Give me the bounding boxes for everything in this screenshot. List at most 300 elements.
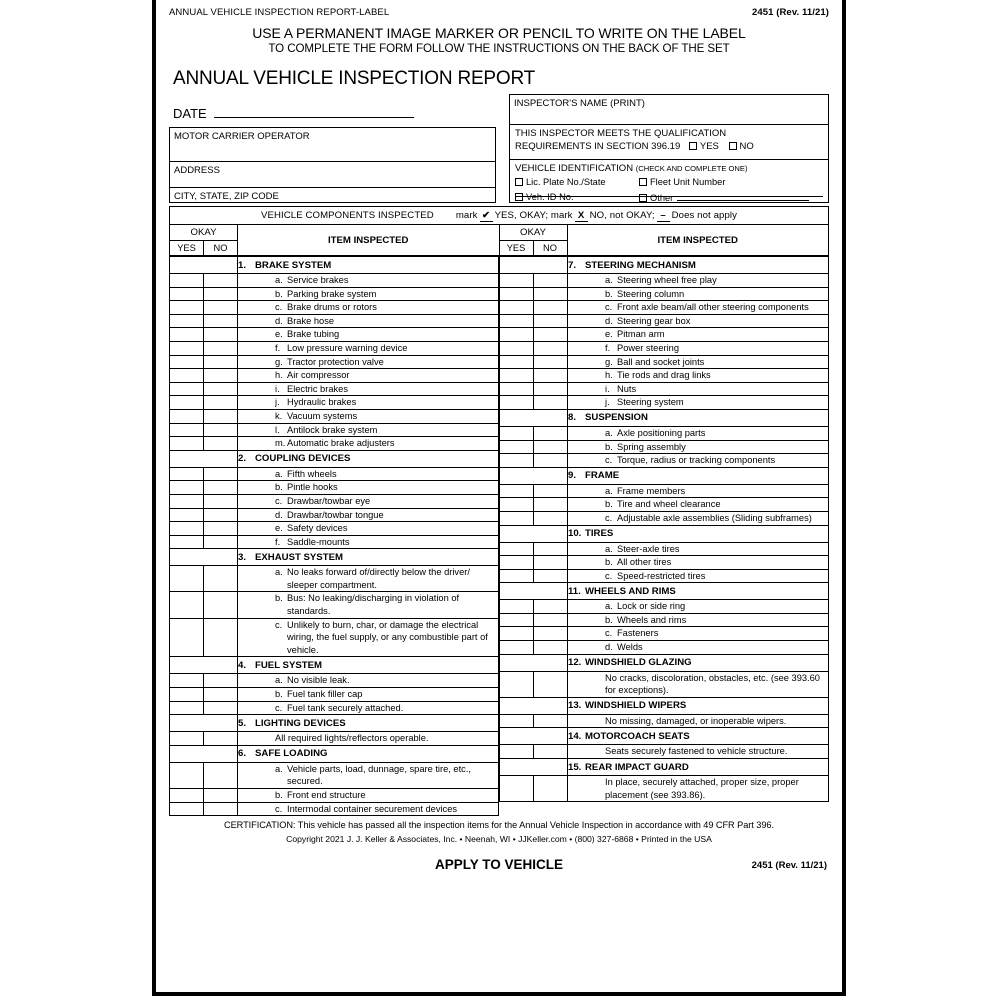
item-cell: [568, 569, 829, 583]
no-checkbox-cell[interactable]: [534, 627, 568, 641]
item-row: [170, 274, 499, 288]
instruction-line-2: TO COMPLETE THE FORM FOLLOW THE INSTRUCTIONS ON THE BACK OF THE SET: [268, 42, 730, 55]
yes-checkbox-cell[interactable]: [500, 613, 534, 627]
section-number: 14.: [568, 730, 582, 742]
section-header: [568, 525, 829, 542]
no-checkbox-cell[interactable]: [204, 437, 238, 451]
vid-option-fleet-unit[interactable]: [639, 177, 725, 187]
yes-checkbox-cell[interactable]: [500, 745, 534, 759]
item-letter: a.: [275, 675, 283, 686]
vehicle-id-bottom-rule[interactable]: [515, 196, 823, 197]
inspector-qualification-field: [510, 125, 828, 160]
section-row: [500, 409, 829, 426]
section-title: STEERING MECHANISM: [585, 259, 696, 271]
no-checkbox-cell[interactable]: [204, 592, 238, 618]
yes-checkbox-cell[interactable]: [170, 494, 204, 508]
item-row: [500, 745, 829, 759]
no-checkbox-cell[interactable]: [204, 314, 238, 328]
no-checkbox-cell[interactable]: [204, 701, 238, 715]
item-cell: [568, 600, 829, 614]
no-checkbox-cell[interactable]: [534, 714, 568, 728]
yes-checkbox-cell[interactable]: [170, 287, 204, 301]
no-checkbox-cell[interactable]: [534, 454, 568, 468]
no-checkbox-cell[interactable]: [534, 556, 568, 570]
item-row: [500, 287, 829, 301]
item-cell: [238, 287, 499, 301]
no-checkbox-cell[interactable]: [204, 481, 238, 495]
no-checkbox-cell[interactable]: [204, 328, 238, 342]
yes-checkbox-cell[interactable]: [170, 592, 204, 618]
item-text: Brake hose: [287, 315, 335, 326]
item-cell: [568, 274, 829, 288]
yes-checkbox-cell[interactable]: [170, 688, 204, 702]
section-number: 15.: [568, 761, 582, 773]
yes-checkbox-cell[interactable]: [170, 762, 204, 788]
item-row: [500, 328, 829, 342]
yes-checkbox-cell[interactable]: [170, 522, 204, 536]
yes-checkbox-cell[interactable]: [170, 301, 204, 315]
yes-checkbox-cell[interactable]: [170, 369, 204, 383]
yes-checkbox-cell[interactable]: [500, 341, 534, 355]
yes-checkbox-cell[interactable]: [170, 314, 204, 328]
no-checkbox-cell[interactable]: [534, 274, 568, 288]
no-checkbox-cell[interactable]: [204, 396, 238, 410]
item-text: Power steering: [617, 342, 680, 353]
item-cell: [568, 613, 829, 627]
yes-checkbox-cell[interactable]: [500, 498, 534, 512]
item-cell: [568, 627, 829, 641]
item-text: Torque, radius or tracking components: [617, 455, 776, 466]
yes-checkbox-cell[interactable]: [170, 355, 204, 369]
no-checkbox-cell[interactable]: [204, 802, 238, 816]
yes-checkbox-cell[interactable]: [500, 556, 534, 570]
qualification-line-2: REQUIREMENTS IN SECTION 396.19: [515, 140, 681, 152]
item-row: [500, 556, 829, 570]
inspection-column-right: [499, 256, 829, 816]
yes-checkbox-cell[interactable]: [500, 671, 534, 697]
item-cell: [568, 641, 829, 655]
item-letter: a.: [275, 275, 283, 285]
item-row: [500, 314, 829, 328]
item-letter: b.: [275, 790, 283, 800]
item-letter: c.: [605, 455, 613, 466]
yes-checkbox-cell[interactable]: [170, 467, 204, 481]
section-okay-spacer: [170, 450, 238, 467]
item-row: [500, 355, 829, 369]
yes-checkbox-cell[interactable]: [170, 328, 204, 342]
no-checkbox-cell[interactable]: [204, 274, 238, 288]
item-row: [170, 287, 499, 301]
item-cell: [238, 674, 499, 688]
item-cell: [238, 701, 499, 715]
item-cell: [568, 341, 829, 355]
no-checkbox-cell[interactable]: [204, 467, 238, 481]
item-cell: [238, 328, 499, 342]
item-cell: [238, 762, 499, 788]
vehicle-id-note: (CHECK AND COMPLETE ONE): [635, 164, 748, 173]
item-letter: h.: [275, 370, 283, 381]
item-cell: [238, 355, 499, 369]
section-title: WHEELS AND RIMS: [585, 585, 676, 597]
yes-checkbox-cell[interactable]: [170, 802, 204, 816]
yes-checkbox-cell[interactable]: [500, 274, 534, 288]
yes-checkbox-cell[interactable]: [500, 776, 534, 802]
no-checkbox-cell[interactable]: [534, 287, 568, 301]
item-text: Pintle hooks: [287, 482, 338, 493]
no-checkbox-cell[interactable]: [204, 382, 238, 396]
item-letter: b.: [275, 482, 283, 493]
no-checkbox-cell[interactable]: [534, 671, 568, 697]
x-text: NO, not OKAY;: [589, 209, 655, 221]
no-checkbox-cell[interactable]: [534, 498, 568, 512]
item-letter: c.: [275, 495, 283, 506]
no-checkbox-cell[interactable]: [204, 409, 238, 423]
yes-header-right: YES: [499, 241, 533, 256]
lic-plate-label: Lic. Plate No./State: [526, 177, 606, 187]
address-field[interactable]: [170, 162, 495, 188]
section-header: [568, 697, 829, 714]
no-checkbox-cell[interactable]: [534, 369, 568, 383]
no-checkbox-cell[interactable]: [534, 314, 568, 328]
item-text: Drawbar/towbar eye: [287, 495, 371, 506]
section-title: FUEL SYSTEM: [255, 659, 322, 671]
section-header: [568, 467, 829, 484]
yes-checkbox-cell[interactable]: [500, 454, 534, 468]
item-cell: [568, 287, 829, 301]
section-number: 2.: [238, 453, 247, 465]
item-text: Fuel tank securely attached.: [287, 702, 404, 713]
yes-checkbox-cell[interactable]: [170, 341, 204, 355]
no-checkbox-cell[interactable]: [204, 762, 238, 788]
section-okay-spacer: [500, 409, 568, 426]
item-row: [500, 776, 829, 802]
dash-text: Does not apply: [671, 209, 738, 221]
item-row: [170, 522, 499, 536]
no-checkbox-cell[interactable]: [204, 732, 238, 746]
lic-plate-checkbox[interactable]: [515, 178, 523, 186]
item-letter: a.: [605, 601, 613, 612]
section-title: WINDSHIELD WIPERS: [585, 700, 687, 712]
yes-checkbox-cell[interactable]: [500, 287, 534, 301]
yes-checkbox-cell[interactable]: [500, 369, 534, 383]
yes-checkbox-cell[interactable]: [170, 566, 204, 592]
item-cell: [238, 274, 499, 288]
section-header: [238, 549, 499, 566]
item-row: [500, 274, 829, 288]
section-number: 5.: [238, 717, 247, 729]
item-row: [170, 674, 499, 688]
qualification-no-checkbox[interactable]: [729, 142, 737, 150]
item-text: No visible leak.: [287, 675, 350, 686]
fleet-unit-label: Fleet Unit Number: [650, 177, 726, 187]
section-header: [568, 728, 829, 745]
item-cell: [568, 542, 829, 556]
item-text: Air compressor: [287, 370, 350, 381]
item-row: [500, 511, 829, 525]
item-cell: [568, 498, 829, 512]
item-cell: [238, 301, 499, 315]
mark-word-1: mark: [455, 209, 478, 221]
yes-checkbox-cell[interactable]: [500, 484, 534, 498]
no-checkbox-cell[interactable]: [534, 382, 568, 396]
no-checkbox-cell[interactable]: [204, 535, 238, 549]
no-checkbox-cell[interactable]: [534, 484, 568, 498]
yes-checkbox-cell[interactable]: [500, 328, 534, 342]
section-okay-spacer: [500, 467, 568, 484]
yes-checkbox-cell[interactable]: [170, 535, 204, 549]
no-checkbox-cell[interactable]: [204, 301, 238, 315]
item-cell: [238, 369, 499, 383]
section-number: 4.: [238, 659, 247, 671]
item-letter: b.: [605, 614, 613, 625]
item-row: [170, 789, 499, 803]
no-checkbox-cell[interactable]: [204, 508, 238, 522]
item-letter: i.: [605, 383, 610, 394]
no-checkbox-cell[interactable]: [204, 355, 238, 369]
yes-checkbox-cell[interactable]: [170, 701, 204, 715]
item-row: [500, 454, 829, 468]
no-checkbox-cell[interactable]: [534, 613, 568, 627]
item-cell: [238, 535, 499, 549]
yes-checkbox-cell[interactable]: [170, 409, 204, 423]
section-title: TIRES: [585, 528, 614, 539]
yes-checkbox-cell[interactable]: [500, 542, 534, 556]
no-checkbox-cell[interactable]: [534, 328, 568, 342]
no-checkbox-cell[interactable]: [204, 674, 238, 688]
item-row: [170, 437, 499, 451]
yes-checkbox-cell[interactable]: [500, 301, 534, 315]
vid-option-veh-id[interactable]: [515, 192, 574, 202]
yes-header-left: YES: [170, 241, 204, 256]
no-checkbox-cell[interactable]: [534, 600, 568, 614]
item-letter: f.: [605, 342, 611, 353]
item-text: Speed-restricted tires: [617, 570, 706, 581]
yes-checkbox-cell[interactable]: [170, 508, 204, 522]
no-checkbox-cell[interactable]: [204, 369, 238, 383]
item-cell: [238, 494, 499, 508]
header-fields: [169, 100, 829, 203]
motor-carrier-operator-field[interactable]: [170, 128, 495, 162]
yes-checkbox-cell[interactable]: [500, 314, 534, 328]
no-checkbox-cell[interactable]: [534, 511, 568, 525]
no-checkbox-cell[interactable]: [534, 776, 568, 802]
yes-checkbox-cell[interactable]: [170, 618, 204, 657]
carrier-box: [169, 127, 496, 203]
section-row: [500, 654, 829, 671]
motor-carrier-operator-label: MOTOR CARRIER OPERATOR: [174, 131, 310, 142]
yes-checkbox-cell[interactable]: [170, 437, 204, 451]
no-header-left: NO: [204, 241, 238, 256]
item-letter: f.: [275, 536, 281, 547]
item-cell: [238, 382, 499, 396]
yes-checkbox-cell[interactable]: [170, 674, 204, 688]
mark-word-2: mark: [550, 209, 573, 221]
vid-option-lic-plate[interactable]: [515, 177, 606, 187]
item-letter: b.: [605, 288, 613, 299]
vehicle-identification-field: [510, 160, 828, 209]
check-text: YES, OKAY;: [494, 209, 549, 221]
item-row: [170, 467, 499, 481]
no-checkbox-cell[interactable]: [534, 426, 568, 440]
item-text: Fuel tank filler cap: [287, 689, 363, 700]
item-row: [170, 732, 499, 746]
item-text: Steer-axle tires: [617, 543, 680, 554]
no-checkbox-cell[interactable]: [534, 396, 568, 410]
no-checkbox-cell[interactable]: [204, 688, 238, 702]
section-number: 12.: [568, 657, 582, 669]
date-field[interactable]: [173, 106, 414, 121]
yes-checkbox-cell[interactable]: [500, 382, 534, 396]
section-number: 3.: [238, 551, 247, 563]
yes-checkbox-cell[interactable]: [170, 382, 204, 396]
no-checkbox-cell[interactable]: [204, 789, 238, 803]
no-checkbox-cell[interactable]: [204, 494, 238, 508]
item-text: Steering system: [617, 397, 684, 408]
fleet-unit-checkbox[interactable]: [639, 178, 647, 186]
inspector-name-field[interactable]: [510, 95, 828, 125]
section-row: [170, 257, 499, 274]
section-header: [238, 715, 499, 732]
section-row: [170, 450, 499, 467]
section-okay-spacer: [500, 257, 568, 274]
date-input-rule[interactable]: [214, 106, 414, 118]
vid-option-other[interactable]: [639, 192, 809, 203]
item-row: [170, 688, 499, 702]
item-cell: [238, 423, 499, 437]
yes-checkbox-cell[interactable]: [170, 423, 204, 437]
item-text: Axle positioning parts: [617, 427, 706, 438]
yes-checkbox-cell[interactable]: [500, 511, 534, 525]
item-cell: [568, 745, 829, 759]
yes-checkbox-cell[interactable]: [500, 396, 534, 410]
section-number: 6.: [238, 748, 247, 760]
item-row: [170, 762, 499, 788]
item-row: [170, 508, 499, 522]
dash-symbol: –: [657, 210, 670, 222]
section-header: [238, 657, 499, 674]
yes-checkbox-cell[interactable]: [170, 481, 204, 495]
item-letter: c.: [605, 628, 613, 639]
item-cell: [568, 484, 829, 498]
item-text: Ball and socket joints: [617, 356, 705, 367]
form-number-bottom: 2451 (Rev. 11/21): [751, 860, 827, 872]
yes-checkbox-cell[interactable]: [500, 355, 534, 369]
section-title: LIGHTING DEVICES: [255, 717, 346, 729]
yes-checkbox-cell[interactable]: [170, 274, 204, 288]
veh-id-checkbox[interactable]: [515, 193, 523, 201]
section-okay-spacer: [170, 257, 238, 274]
item-row: [500, 426, 829, 440]
item-text: All required lights/reflectors operable.: [275, 733, 429, 744]
item-letter: g.: [605, 356, 613, 367]
item-cell: [238, 789, 499, 803]
item-row: [500, 382, 829, 396]
item-letter: c.: [275, 619, 283, 630]
inspection-column-left: [169, 256, 499, 816]
yes-checkbox-cell[interactable]: [500, 600, 534, 614]
item-row: [170, 618, 499, 657]
no-checkbox-cell[interactable]: [534, 440, 568, 454]
item-row: [170, 328, 499, 342]
item-inspected-header-right: ITEM INSPECTED: [567, 225, 829, 256]
section-title: BRAKE SYSTEM: [255, 259, 332, 271]
yes-checkbox-cell[interactable]: [170, 732, 204, 746]
item-cell: [238, 592, 499, 618]
item-row: [500, 641, 829, 655]
item-text: Intermodal container securement devices: [287, 803, 458, 814]
okay-header-left: OKAY: [170, 225, 238, 241]
yes-checkbox-cell[interactable]: [500, 714, 534, 728]
section-okay-spacer: [500, 583, 568, 600]
item-text: No missing, damaged, or inoperable wipers.: [605, 715, 787, 726]
inspection-columns: [169, 256, 829, 816]
item-cell: [568, 776, 829, 802]
no-checkbox-cell[interactable]: [534, 569, 568, 583]
item-row: [500, 714, 829, 728]
yes-checkbox-cell[interactable]: [170, 789, 204, 803]
item-letter: c.: [275, 702, 283, 713]
no-checkbox-cell[interactable]: [204, 287, 238, 301]
item-inspected-header-left: ITEM INSPECTED: [238, 225, 500, 256]
item-letter: m.: [275, 438, 286, 449]
section-okay-spacer: [170, 745, 238, 762]
certification-text: CERTIFICATION: This vehicle has passed all the inspection items for the Annual Vehicle Inspection in accordance with 49 CFR Part 396.: [224, 820, 774, 831]
qualification-yes-checkbox[interactable]: [689, 142, 697, 150]
no-checkbox-cell[interactable]: [534, 355, 568, 369]
yes-checkbox-cell[interactable]: [500, 569, 534, 583]
no-checkbox-cell[interactable]: [204, 423, 238, 437]
item-row: [170, 802, 499, 816]
yes-checkbox-cell[interactable]: [500, 440, 534, 454]
section-row: [500, 467, 829, 484]
item-text: Antilock brake system: [287, 424, 378, 435]
no-checkbox-cell[interactable]: [534, 341, 568, 355]
section-header: [568, 257, 829, 274]
item-row: [500, 341, 829, 355]
section-number: 13.: [568, 700, 582, 712]
no-checkbox-cell[interactable]: [534, 301, 568, 315]
item-row: [500, 569, 829, 583]
section-okay-spacer: [170, 657, 238, 674]
section-header: [568, 654, 829, 671]
item-row: [500, 498, 829, 512]
yes-checkbox-cell[interactable]: [170, 396, 204, 410]
no-checkbox-cell[interactable]: [204, 618, 238, 657]
section-row: [500, 257, 829, 274]
no-checkbox-cell[interactable]: [534, 641, 568, 655]
section-row: [500, 525, 829, 542]
city-state-zip-field[interactable]: [170, 188, 495, 204]
no-checkbox-cell[interactable]: [204, 341, 238, 355]
item-row: [500, 542, 829, 556]
table-banner: [170, 207, 829, 225]
no-checkbox-cell[interactable]: [534, 542, 568, 556]
yes-checkbox-cell[interactable]: [500, 426, 534, 440]
item-text: Parking brake system: [287, 288, 377, 299]
item-letter: b.: [275, 593, 283, 604]
item-text: Tire and wheel clearance: [617, 499, 721, 510]
other-label: Other: [650, 193, 674, 203]
item-text: Drawbar/towbar tongue: [287, 509, 384, 520]
no-checkbox-cell[interactable]: [534, 745, 568, 759]
yes-checkbox-cell[interactable]: [500, 627, 534, 641]
section-row: [170, 657, 499, 674]
item-text: Vehicle parts, load, dunnage, spare tire, etc., secured.: [287, 763, 471, 787]
item-text: Hydraulic brakes: [287, 397, 357, 408]
yes-checkbox-cell[interactable]: [500, 641, 534, 655]
no-checkbox-cell[interactable]: [204, 522, 238, 536]
no-checkbox-cell[interactable]: [204, 566, 238, 592]
